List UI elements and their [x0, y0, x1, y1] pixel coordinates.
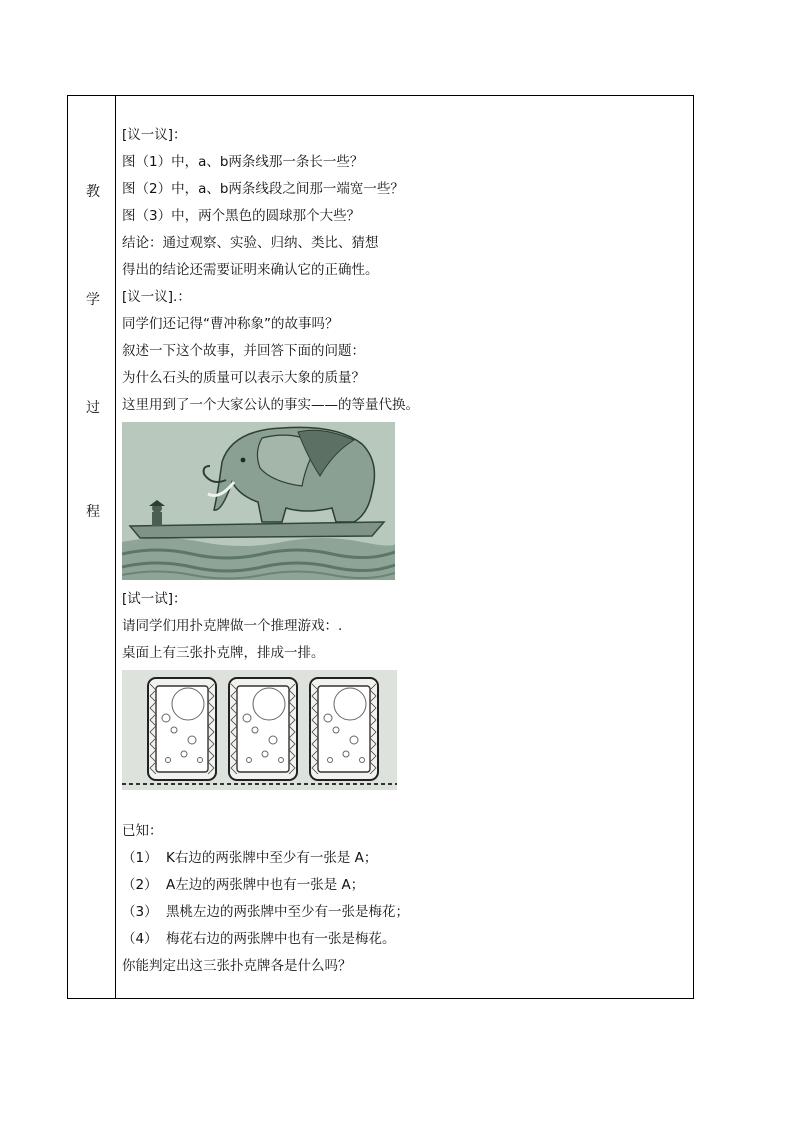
condition-number: （4） — [122, 931, 158, 947]
side-label-char: 程 — [86, 504, 100, 520]
condition-item — [122, 899, 682, 926]
discussion-heading: [议一议].： — [122, 289, 191, 305]
text-line: 桌面上有三张扑克牌，排成一排。 — [122, 645, 325, 661]
text-line: 为什么石头的质量可以表示大象的质量？ — [122, 370, 365, 386]
condition-item — [122, 872, 682, 899]
lesson-content — [122, 122, 682, 980]
condition-text: K右边的两张牌中至少有一张是 A； — [166, 850, 378, 866]
known-label: 已知： — [122, 823, 163, 839]
condition-number: （3） — [122, 904, 158, 920]
text-line: 结论：通过观察、实验、归纳、类比、猜想 — [122, 235, 379, 251]
text-line: 叙述一下这个故事，并回答下面的问题： — [122, 343, 365, 359]
text-line: 请同学们用扑克牌做一个推理游戏：. — [122, 618, 343, 634]
condition-number: （2） — [122, 877, 158, 893]
text-line: 得出的结论还需要证明来确认它的正确性。 — [122, 262, 379, 278]
side-label-char: 过 — [86, 400, 100, 416]
text-line: 图（1）中，a、b两条线那一条长一些？ — [122, 154, 364, 170]
condition-text: 梅花右边的两张牌中也有一张是梅花。 — [166, 931, 396, 947]
try-heading: [试一试]： — [122, 591, 187, 607]
condition-number: （1） — [122, 850, 158, 866]
face-down-card — [148, 678, 216, 780]
condition-text: 黑桃左边的两张牌中至少有一张是梅花； — [166, 904, 409, 920]
text-line: 这里用到了一个大家公认的事实——的等量代换。 — [122, 397, 419, 413]
condition-item — [122, 845, 682, 872]
side-label-char: 教 — [86, 184, 100, 200]
text-line: 图（2）中，a、b两条线段之间那一端宽一些？ — [122, 181, 404, 197]
text-line: 图（3）中，两个黑色的圆球那个大些？ — [122, 208, 361, 224]
elephant-illustration — [122, 422, 682, 584]
question-line: 你能判定出这三张扑克牌各是什么吗？ — [122, 958, 352, 974]
condition-text: A左边的两张牌中也有一张是 A； — [166, 877, 365, 893]
condition-item — [122, 926, 682, 953]
text-line: 同学们还记得“曹冲称象”的故事吗？ — [122, 316, 339, 332]
column-divider — [115, 96, 116, 998]
playing-cards-illustration — [122, 670, 682, 794]
side-label-char: 学 — [86, 292, 100, 308]
discussion-heading: [议一议]： — [122, 127, 187, 143]
lesson-table — [67, 95, 694, 999]
